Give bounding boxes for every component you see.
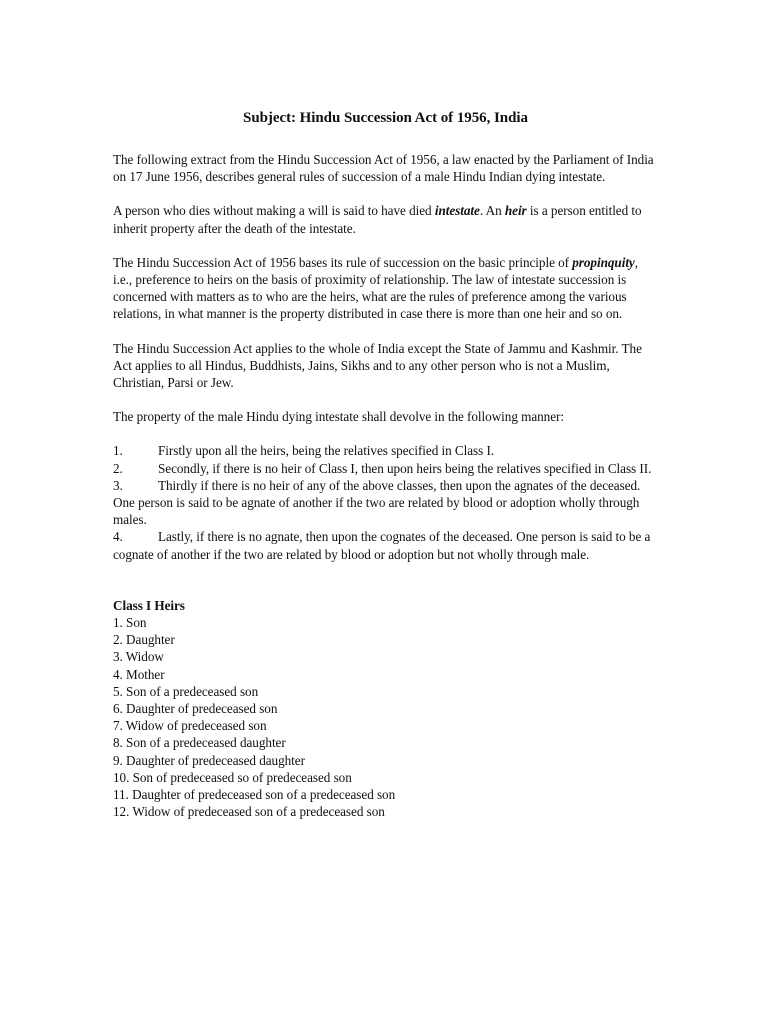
step-number: 1. bbox=[113, 443, 123, 459]
document-page bbox=[113, 108, 658, 821]
term-heir: heir bbox=[504, 203, 527, 219]
list-item: 12. Widow of predeceased son of a predeceased son bbox=[113, 804, 385, 820]
list-item: 7. Widow of predeceased son bbox=[113, 718, 267, 734]
step-number: 4. bbox=[113, 529, 123, 545]
step-text: Thirdly if there is no heir of any of the above classes, then upon the agnates of the deceased. One person is said to be agnate of another if the two are related by blood or adoption wholly through males. bbox=[113, 477, 641, 528]
intro-paragraph: The following extract from the Hindu Succession Act of 1956, a law enacted by the Parliament of India on 17 June 1956, describes general rules of succession of a male Hindu Indian dying intestate. bbox=[113, 152, 654, 185]
list-item bbox=[113, 442, 658, 459]
propinquity-paragraph bbox=[113, 254, 658, 323]
term-intestate: intestate bbox=[434, 203, 480, 219]
intestate-definition-paragraph bbox=[113, 202, 658, 236]
list-item: 10. Son of predeceased so of predeceased son bbox=[113, 769, 352, 785]
devolution-intro-paragraph: The property of the male Hindu dying intestate shall devolve in the following manner: bbox=[113, 409, 564, 425]
para3-text-1: The Hindu Succession Act of 1956 bases its rule of succession on the basic principle of bbox=[113, 254, 573, 270]
list-item: 9. Daughter of predeceased daughter bbox=[113, 752, 305, 768]
list-item: 11. Daughter of predeceased son of a predeceased son bbox=[113, 787, 396, 803]
list-item: 3. Widow bbox=[113, 649, 164, 665]
list-item bbox=[113, 460, 658, 477]
para2-text-2: . An bbox=[479, 203, 505, 219]
list-item: 5. Son of a predeceased son bbox=[113, 683, 259, 699]
para2-text-1: A person who dies without making a will is said to have died bbox=[113, 203, 435, 219]
step-text: Lastly, if there is no agnate, then upon the cognates of the deceased. One person is said to be a cognate of another if the two are related by blood or adoption but not wholly through male. bbox=[113, 529, 651, 562]
list-item: 2. Daughter bbox=[113, 632, 175, 648]
class1-heirs-heading: Class I Heirs bbox=[113, 597, 185, 613]
list-item: 4. Mother bbox=[113, 666, 165, 682]
step-number: 2. bbox=[113, 460, 123, 476]
list-item: 6. Daughter of predeceased son bbox=[113, 701, 278, 717]
class1-heirs-list bbox=[113, 614, 658, 820]
document-title: Subject: Hindu Succession Act of 1956, India bbox=[243, 110, 528, 126]
applicability-paragraph: The Hindu Succession Act applies to the whole of India except the State of Jammu and Kashmir. The Act applies to all Hindus, Buddhists, Jains, Sikhs and to any other person who is not a Muslim, Christian, Parsi or Jew. bbox=[113, 340, 642, 391]
list-item bbox=[113, 477, 658, 529]
list-item: 1. Son bbox=[113, 615, 147, 631]
step-number: 3. bbox=[113, 477, 123, 493]
list-item: 8. Son of a predeceased daughter bbox=[113, 735, 286, 751]
para3-text-2: , i.e., preference to heirs on the basis of proximity of relationship. The law of intestate succession is concerned with matters as to who are the heirs, what are the rules of preference among the various relations, in what manner is the property distributed in case there is more than one heir and so on. bbox=[113, 254, 638, 322]
term-propinquity: propinquity bbox=[572, 254, 635, 270]
list-item bbox=[113, 528, 658, 562]
step-text: Firstly upon all the heirs, being the relatives specified in Class I. bbox=[158, 443, 495, 459]
devolution-steps-list bbox=[113, 442, 658, 562]
para2-text-3: is a person entitled to inherit property after the death of the intestate. bbox=[113, 203, 642, 236]
step-text: Secondly, if there is no heir of Class I, then upon heirs being the relatives specified in Class II. bbox=[158, 460, 652, 476]
